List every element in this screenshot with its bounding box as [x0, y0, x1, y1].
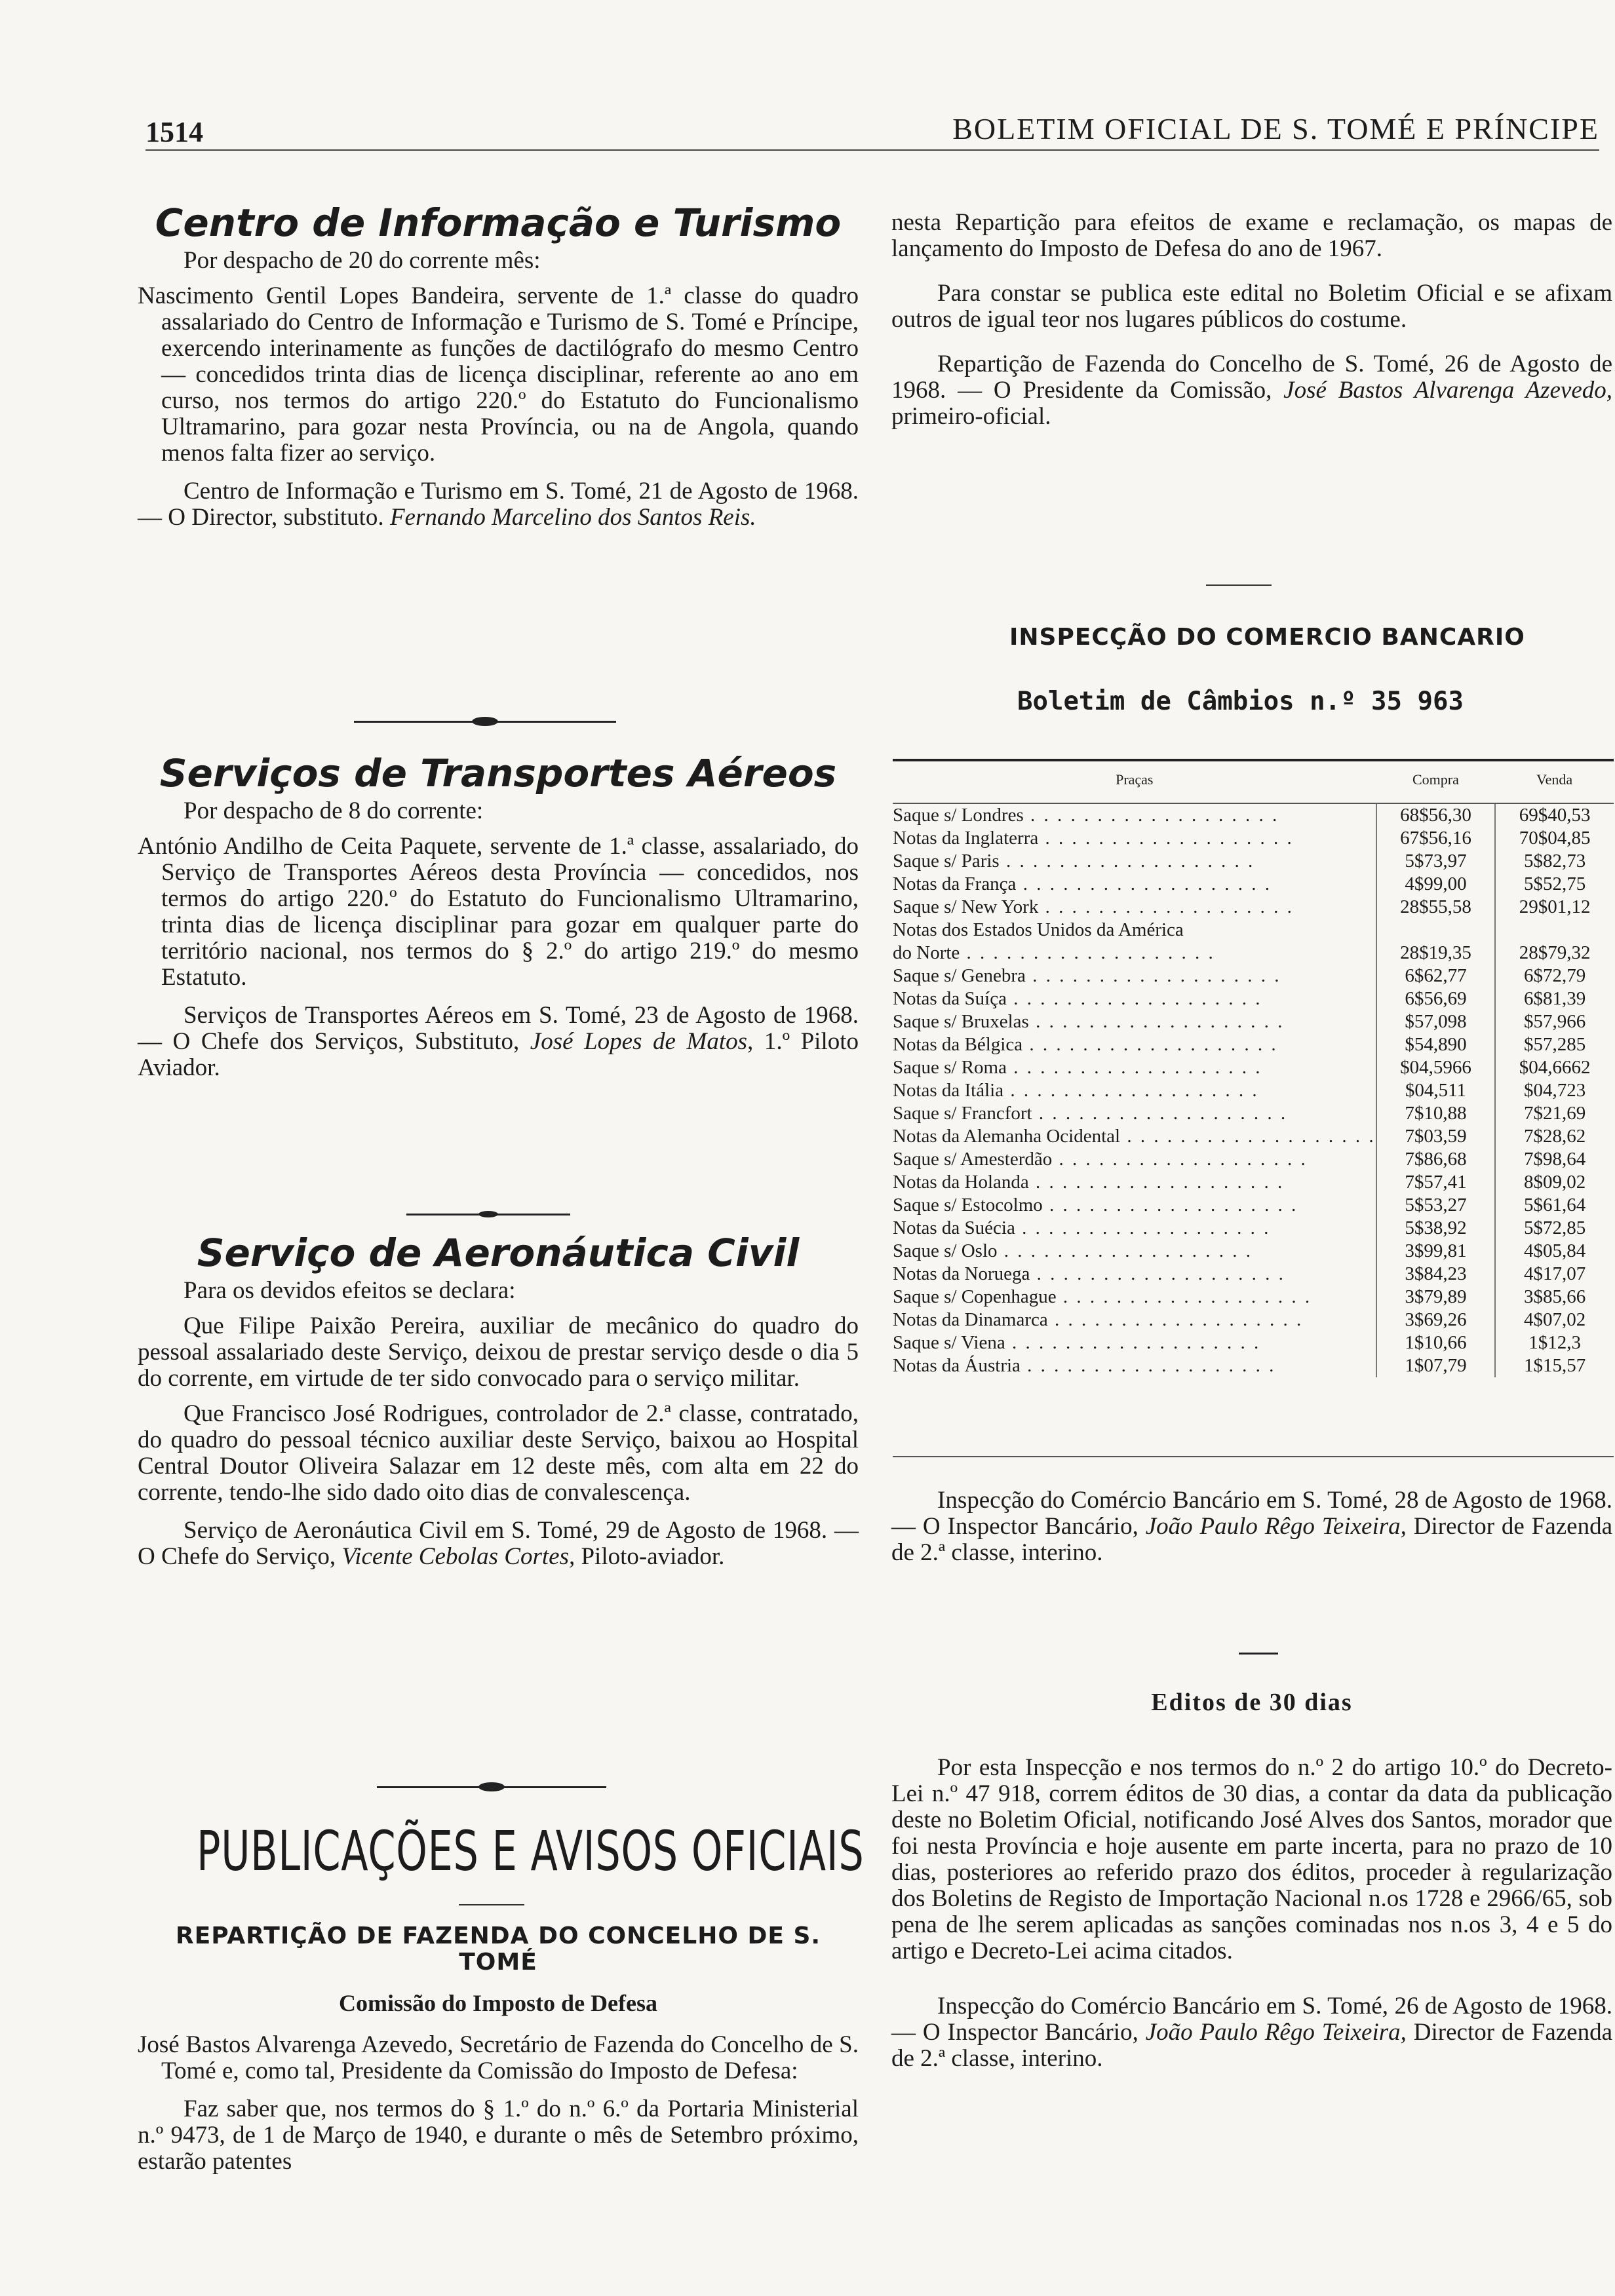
section-body: Nascimento Gentil Lopes Bandeira, servente de 1.ª classe do quadro assalariado do Centro de Informação e Turismo de S. Tomé e Príncipe, exercendo interinamente as funções de dactilógrafo do mesmo Centro — concedidos trinta dias de licença disciplinar, referente ao ano em curso, nos termos do artigo 220.º do Estatuto do Funcionalismo Ultramarino, para gozar nesta Província, ou na de Angola, quando menos falta fizer ao serviço.	[138, 282, 859, 467]
table-row	[893, 1240, 1614, 1263]
section-closing	[138, 1003, 859, 1081]
closing-text: Inspecção do Comércio Bancário em S. Tomé, 26 de Agosto de 1968. — O Inspector Bancário,	[891, 1993, 1612, 2046]
closing-text: Repartição de Fazenda do Concelho de S. Tomé, 26 de Agosto de 1968. — O Presidente da Comissão,	[891, 351, 1612, 404]
short-rule	[1206, 584, 1272, 586]
cell-compra-text: 1$07,79	[1405, 1355, 1467, 1376]
section-closing	[138, 478, 859, 531]
cell-compra-text: $04,5966	[1400, 1057, 1471, 1078]
cell-praca-text: Saque s/ Amesterdão . . .	[893, 1149, 1308, 1170]
table-row	[893, 1056, 1614, 1079]
cell-venda	[1495, 1217, 1614, 1240]
section-separator	[354, 721, 616, 723]
table-row	[893, 1194, 1614, 1217]
section-turismo	[138, 201, 859, 531]
cell-venda	[1495, 1102, 1614, 1125]
cell-venda-text: 6$81,39	[1524, 988, 1586, 1009]
publication-title: BOLETIM OFICIAL DE S. TOMÉ E PRÍNCIPE	[952, 112, 1599, 145]
cell-praca	[893, 942, 1376, 965]
cell-venda-text: 3$85,66	[1524, 1286, 1586, 1307]
cell-compra	[1376, 1125, 1496, 1148]
table-row	[893, 1217, 1614, 1240]
cell-venda-text: 4$07,02	[1524, 1309, 1586, 1330]
inspection-closing	[891, 1487, 1612, 1566]
cell-compra	[1376, 1056, 1496, 1079]
cell-venda	[1495, 942, 1614, 965]
table-row	[893, 873, 1614, 896]
section-closing	[138, 1518, 859, 1570]
cell-compra-text: 6$56,69	[1405, 988, 1467, 1009]
cell-compra-text: 3$99,81	[1405, 1240, 1467, 1261]
cell-praca	[893, 803, 1376, 827]
cell-compra-text: 6$62,77	[1405, 965, 1467, 986]
page-number: 1514	[146, 116, 203, 148]
cell-venda-text: 70$04,85	[1519, 828, 1591, 849]
cell-praca-text: Notas da Itália . . .	[893, 1080, 1259, 1101]
section-aeronautica	[138, 1231, 859, 1570]
cell-praca	[893, 1354, 1376, 1377]
cell-venda-text: 5$82,73	[1524, 851, 1586, 871]
cell-praca-text: Notas dos Estados Unidos da América	[893, 919, 1184, 940]
cell-venda-text: 69$40,53	[1519, 805, 1591, 826]
cell-venda	[1495, 1010, 1614, 1033]
signature-tail: Director de Fazenda de 2.ª classe, interino.	[891, 2019, 1613, 2072]
closing-text: Centro de Informação e Turismo em S. Tomé, 21 de Agosto de 1968. — O Director, substituto.	[138, 478, 859, 531]
cell-praca	[893, 1309, 1376, 1331]
cell-compra	[1376, 1331, 1496, 1354]
cell-venda-text: 7$98,64	[1524, 1149, 1586, 1170]
cell-compra-text: 68$56,30	[1400, 805, 1471, 826]
table-bottom-rule	[893, 1456, 1614, 1457]
cell-compra	[1376, 942, 1496, 965]
cell-praca-text: do Norte . . .	[893, 942, 1215, 963]
cell-praca-text: Notas da Alemanha Ocidental . . .	[893, 1126, 1376, 1147]
table-row	[893, 942, 1614, 965]
section-closing	[891, 1993, 1612, 2072]
section-separator	[406, 1214, 570, 1215]
cell-venda	[1495, 1331, 1614, 1354]
cell-venda	[1495, 1194, 1614, 1217]
cell-praca-text: Saque s/ Francfort . . .	[893, 1103, 1287, 1124]
cell-venda	[1495, 987, 1614, 1010]
cell-compra	[1376, 1102, 1496, 1125]
cell-compra	[1376, 1079, 1496, 1102]
table-row	[893, 896, 1614, 919]
cell-praca	[893, 1240, 1376, 1263]
section-intro: Para os devidos efeitos se declara:	[184, 1277, 516, 1304]
cell-compra-text: 5$73,97	[1405, 851, 1467, 871]
table-row	[893, 803, 1614, 827]
table-row	[893, 1263, 1614, 1286]
section-closing	[891, 351, 1612, 430]
publications-title: PUBLICAÇÕES E AVISOS OFICIAIS	[197, 1819, 865, 1883]
cell-praca-text: Notas da Holanda . . .	[893, 1172, 1284, 1193]
paragraph: nesta Repartição para efeitos de exame e reclamação, os mapas de lançamento do Imposto de Defesa do ano de 1967.	[891, 209, 1612, 262]
paragraph: Que Francisco José Rodrigues, controlador de 2.ª classe, contratado, do quadro do pessoal técnico auxiliar deste Serviço, baixou ao Hospital Central Doutor Oliveira Salazar em 12 deste mês, com alta em 22 do corrente, tendo-lhe sido dado oito dias de convalescença.	[138, 1400, 859, 1506]
table-row	[893, 1331, 1614, 1354]
cell-compra-text: 28$55,58	[1400, 896, 1471, 917]
table-row	[893, 965, 1614, 987]
cell-praca	[893, 1125, 1376, 1148]
table-row	[893, 919, 1614, 942]
cell-compra	[1376, 873, 1496, 896]
cell-praca	[893, 1148, 1376, 1171]
cell-praca	[893, 1033, 1376, 1056]
cell-venda-text: 5$72,85	[1524, 1217, 1586, 1238]
signature-tail: Director de Fazenda de 2.ª classe, interino.	[891, 1513, 1613, 1566]
cell-praca-text: Notas da Bélgica . . .	[893, 1034, 1278, 1055]
cell-praca-text: Saque s/ Genebra . . .	[893, 965, 1281, 986]
table-row	[893, 1148, 1614, 1171]
cell-venda	[1495, 1079, 1614, 1102]
cell-venda	[1495, 1056, 1614, 1079]
cell-venda	[1495, 803, 1614, 827]
cell-praca	[893, 1217, 1376, 1240]
cell-compra	[1376, 987, 1496, 1010]
signature: Vicente Cebolas Cortes,	[341, 1543, 575, 1570]
cell-compra	[1376, 1309, 1496, 1331]
section-title: Editos de 30 dias	[1151, 1689, 1353, 1716]
header-rule	[146, 149, 1599, 151]
cell-praca	[893, 873, 1376, 896]
signature: João Paulo Rêgo Teixeira,	[1145, 2019, 1407, 2046]
cell-venda	[1495, 1033, 1614, 1056]
section-title: REPARTIÇÃO DE FAZENDA DO CONCELHO DE S. TOMÉ	[175, 1923, 821, 1976]
cell-venda-text: 1$12,3	[1528, 1332, 1582, 1353]
inspection-title: INSPECÇÃO DO COMERCIO BANCARIO	[1009, 624, 1525, 651]
table-row	[893, 1033, 1614, 1056]
cell-venda-text: $57,966	[1524, 1011, 1586, 1032]
cell-praca-text: Saque s/ Bruxelas . . .	[893, 1011, 1284, 1032]
cell-compra	[1376, 1148, 1496, 1171]
cell-praca-text: Notas da Noruega . . .	[893, 1263, 1285, 1284]
section-subtitle: Comissão do Imposto de Defesa	[339, 1990, 657, 2016]
section-intro: Por despacho de 8 do corrente:	[184, 797, 484, 824]
closing-text: Serviço de Aeronáutica Civil em S. Tomé, 29 de Agosto de 1968. — O Chefe do Serviço,	[138, 1517, 859, 1570]
cell-compra	[1376, 1240, 1496, 1263]
cell-compra-text: $57,098	[1405, 1011, 1467, 1032]
cell-praca	[893, 827, 1376, 850]
table-body	[893, 803, 1614, 1377]
table-row	[893, 827, 1614, 850]
fazenda-continuation	[891, 210, 1612, 430]
cell-venda	[1495, 1263, 1614, 1286]
cell-venda-text: $57,285	[1524, 1034, 1586, 1055]
header-venda: Venda	[1495, 760, 1614, 803]
table-row	[893, 1171, 1614, 1194]
cell-praca-text: Notas da Dinamarca . . .	[893, 1309, 1303, 1330]
cell-praca	[893, 1102, 1376, 1125]
cell-venda-text: 1$15,57	[1524, 1355, 1586, 1376]
cell-compra	[1376, 1010, 1496, 1033]
cell-praca	[893, 1263, 1376, 1286]
cell-compra-text: $54,890	[1405, 1034, 1467, 1055]
closing-text: Serviços de Transportes Aéreos em S. Tomé, 23 de Agosto de 1968. — O Chefe dos Serviços, Substituto,	[138, 1002, 859, 1055]
cell-compra-text: 3$84,23	[1405, 1263, 1467, 1284]
cell-venda	[1495, 919, 1614, 942]
cell-compra	[1376, 1217, 1496, 1240]
cell-praca-text: Notas da França . . .	[893, 873, 1272, 894]
signature: José Bastos Alvarenga Azevedo,	[1283, 377, 1612, 404]
cell-compra-text: $04,511	[1405, 1080, 1467, 1101]
section-closing	[891, 1487, 1612, 1566]
header-pracas: Praças	[893, 760, 1376, 803]
cell-compra-text: 3$79,89	[1405, 1286, 1467, 1307]
cell-praca	[893, 1056, 1376, 1079]
cell-compra-text: 5$53,27	[1405, 1195, 1467, 1215]
cell-venda	[1495, 873, 1614, 896]
cell-venda-text: 5$52,75	[1524, 873, 1586, 894]
cell-venda	[1495, 1171, 1614, 1194]
section-fazenda	[138, 1923, 859, 2175]
cell-venda-text: $04,723	[1524, 1080, 1586, 1101]
header-compra: Compra	[1376, 760, 1496, 803]
cell-compra	[1376, 1286, 1496, 1309]
paragraph: José Bastos Alvarenga Azevedo, Secretário de Fazenda do Concelho de S. Tomé e, como tal, Presidente da Comissão do Imposto de Defesa:	[138, 2031, 859, 2084]
exchange-table	[893, 759, 1614, 1377]
cell-venda	[1495, 1125, 1614, 1148]
cell-compra	[1376, 896, 1496, 919]
cell-venda-text: 5$61,64	[1524, 1195, 1586, 1215]
cell-venda	[1495, 1286, 1614, 1309]
cell-venda-text: 7$21,69	[1524, 1103, 1586, 1124]
cell-praca-text: Saque s/ Copenhague . . .	[893, 1286, 1312, 1307]
table-row	[893, 987, 1614, 1010]
table-row	[893, 850, 1614, 873]
section-body: António Andilho de Ceita Paquete, servente de 1.ª classe, assalariado, do Serviço de Transportes Aéreos desta Província — concedidos, nos termos do artigo 220.º do Estatuto do Funcionalismo Ultramarino, trinta dias de licença disciplinar para gozar em qualquer parte do território nacional, nos termos do § 2.º do artigo 219.º do mesmo Estatuto.	[138, 833, 859, 991]
cell-compra-text: 7$03,59	[1405, 1126, 1467, 1147]
cell-venda-text: 4$17,07	[1524, 1263, 1586, 1284]
cell-compra-text: 7$10,88	[1405, 1103, 1467, 1124]
cell-compra-text: 1$10,66	[1405, 1332, 1467, 1353]
cell-compra	[1376, 850, 1496, 873]
table-row	[893, 1125, 1614, 1148]
cell-compra-text: 7$57,41	[1405, 1172, 1467, 1193]
cell-praca-text: Saque s/ Roma . . .	[893, 1057, 1262, 1078]
signature: José Lopes de Matos,	[530, 1028, 754, 1055]
cell-praca-text: Saque s/ Estocolmo . . .	[893, 1195, 1298, 1215]
table-row	[893, 1102, 1614, 1125]
cell-praca-text: Saque s/ Oslo . . .	[893, 1240, 1253, 1261]
signature-tail: Piloto-aviador.	[581, 1543, 725, 1570]
signature-tail: 1.º Piloto Aviador.	[138, 1028, 859, 1081]
cell-venda	[1495, 1354, 1614, 1377]
bulletin-title: Boletim de Câmbios n.º 35 963	[1017, 687, 1464, 716]
closing-text: Inspecção do Comércio Bancário em S. Tomé, 28 de Agosto de 1968. — O Inspector Bancário,	[891, 1487, 1612, 1540]
cell-venda	[1495, 896, 1614, 919]
cell-praca-text: Saque s/ New York . . .	[893, 896, 1294, 917]
cell-praca	[893, 850, 1376, 873]
section-title: Serviço de Aeronáutica Civil	[197, 1231, 800, 1275]
signature: João Paulo Rêgo Teixeira,	[1145, 1513, 1407, 1540]
table-row	[893, 1309, 1614, 1331]
paragraph: Faz saber que, nos termos do § 1.º do n.º 6.º da Portaria Ministerial n.º 9473, de 1 de Março de 1940, e durante o mês de Setembro próximo, estarão patentes	[138, 2095, 859, 2175]
short-rule	[459, 1904, 524, 1905]
cell-compra	[1376, 919, 1496, 942]
cell-praca-text: Notas da Suíça . . .	[893, 988, 1262, 1009]
section-title: Centro de Informação e Turismo	[155, 201, 842, 245]
table-header-row	[893, 760, 1614, 803]
cell-compra-text: 7$86,68	[1405, 1149, 1467, 1170]
cell-venda	[1495, 827, 1614, 850]
section-transportes	[138, 751, 859, 1081]
cell-praca	[893, 1010, 1376, 1033]
paragraph: Para constar se publica este edital no Boletim Oficial e se afixam outros de igual teor nos lugares públicos do costume.	[891, 280, 1612, 333]
table-row	[893, 1286, 1614, 1309]
cell-compra	[1376, 1263, 1496, 1286]
signature-tail: primeiro-oficial.	[891, 403, 1051, 430]
cell-venda	[1495, 1309, 1614, 1331]
cell-compra	[1376, 1033, 1496, 1056]
cell-venda-text: 29$01,12	[1519, 896, 1591, 917]
cell-compra	[1376, 1194, 1496, 1217]
cell-compra	[1376, 827, 1496, 850]
cell-praca	[893, 919, 1376, 942]
cell-compra	[1376, 803, 1496, 827]
section-separator	[377, 1786, 606, 1788]
section-intro: Por despacho de 20 do corrente mês:	[184, 247, 541, 274]
cell-venda-text: $04,6662	[1519, 1057, 1591, 1078]
cell-compra	[1376, 1171, 1496, 1194]
cell-venda-text: 4$05,84	[1524, 1240, 1586, 1261]
cell-venda-text: 7$28,62	[1524, 1126, 1586, 1147]
cell-praca	[893, 1079, 1376, 1102]
cell-compra-text: 67$56,16	[1400, 828, 1471, 849]
cell-venda-text: 8$09,02	[1524, 1172, 1586, 1193]
cell-venda	[1495, 1148, 1614, 1171]
cell-praca-text: Notas da Áustria . . .	[893, 1355, 1275, 1376]
cell-praca	[893, 1331, 1376, 1354]
cell-compra-text: 5$38,92	[1405, 1217, 1467, 1238]
section-title: Serviços de Transportes Aéreos	[159, 751, 837, 795]
paragraph: Por esta Inspecção e nos termos do n.º 2 do artigo 10.º do Decreto-Lei n.º 47 918, correm éditos de 30 dias, a contar da data da publicação deste no Boletim Oficial, notificando José Alves dos Santos, morador que foi nesta Província e hoje ausente em parte incerta, para no prazo de 10 dias, posteriores ao referido prazo dos éditos, proceder à regularização dos Boletins de Registo de Importação Nacional n.os 1728 e 2966/65, sob pena de lhe serem aplicadas as sanções cominadas nos n.os 3, 4 e 5 do artigo e Decreto-Lei acima citados.	[891, 1754, 1612, 1964]
cell-praca-text: Notas da Suécia . . .	[893, 1217, 1270, 1238]
cell-praca	[893, 987, 1376, 1010]
short-rule	[1239, 1653, 1278, 1655]
table-row	[893, 1354, 1614, 1377]
cell-praca	[893, 1171, 1376, 1194]
cell-praca	[893, 1286, 1376, 1309]
cell-praca	[893, 965, 1376, 987]
cell-praca-text: Saque s/ Paris . . .	[893, 851, 1255, 871]
cell-compra	[1376, 1354, 1496, 1377]
cell-praca-text: Saque s/ Londres . . .	[893, 805, 1279, 826]
cell-praca-text: Notas da Inglaterra . . .	[893, 828, 1294, 849]
cell-venda	[1495, 850, 1614, 873]
cell-compra-text: 3$69,26	[1405, 1309, 1467, 1330]
cell-praca-text: Saque s/ Viena . . .	[893, 1332, 1260, 1353]
paragraph: Que Filipe Paixão Pereira, auxiliar de mecânico do quadro do pessoal assalariado deste Serviço, deixou de prestar serviço desde o dia 5 do corrente, em virtude de ter sido convocado para o serviço militar.	[138, 1312, 859, 1392]
cell-compra	[1376, 965, 1496, 987]
cell-compra-text: 4$99,00	[1405, 873, 1467, 894]
cell-compra-text: 28$19,35	[1400, 942, 1471, 963]
cell-venda	[1495, 1240, 1614, 1263]
cell-venda	[1495, 965, 1614, 987]
cell-venda-text: 6$72,79	[1524, 965, 1586, 986]
signature: Fernando Marcelino dos Santos Reis.	[389, 504, 756, 531]
cell-praca	[893, 1194, 1376, 1217]
table-row	[893, 1010, 1614, 1033]
section-editos	[891, 1689, 1612, 2072]
cell-venda-text: 28$79,32	[1519, 942, 1591, 963]
cell-praca	[893, 896, 1376, 919]
table-row	[893, 1079, 1614, 1102]
